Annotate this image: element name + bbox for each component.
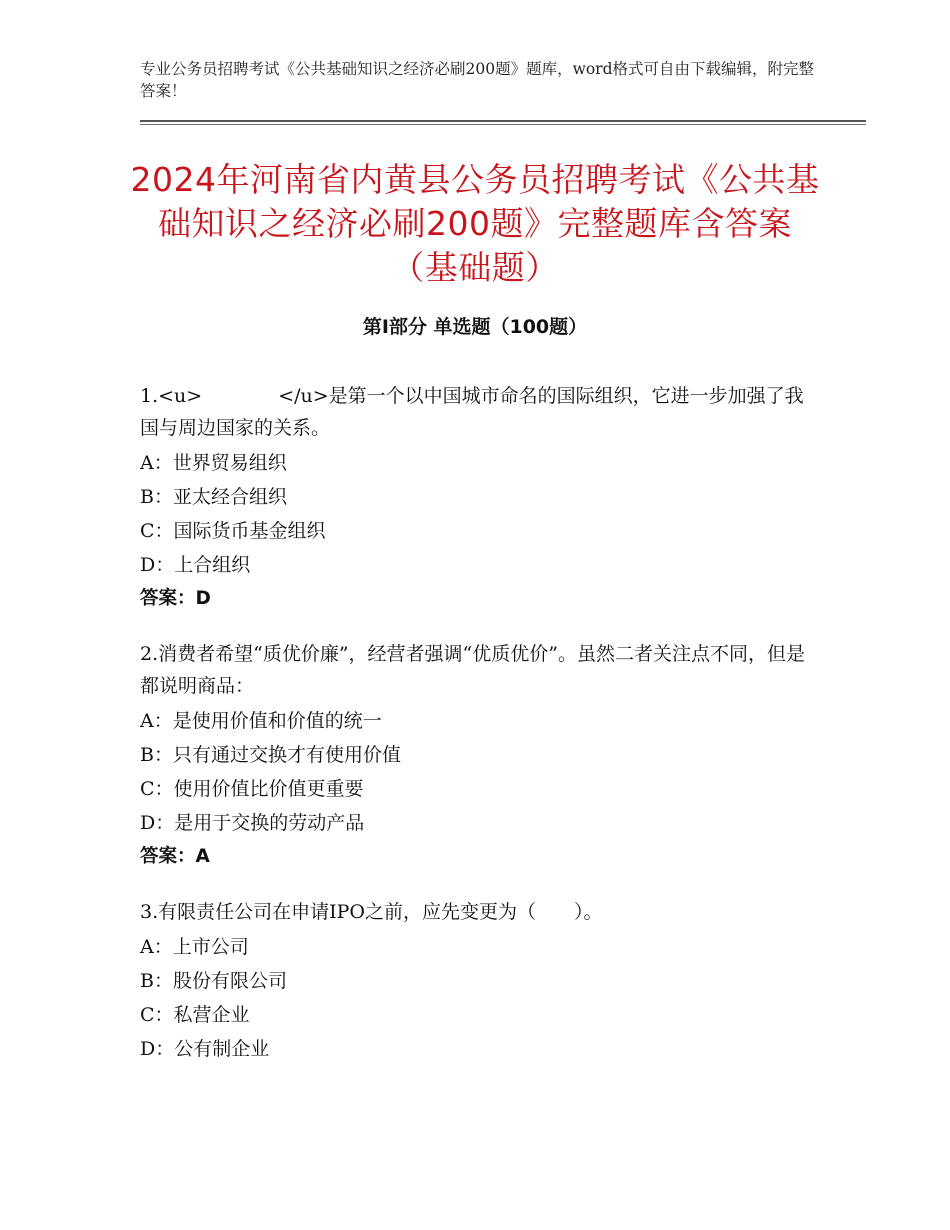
question-stem: 3.有限责任公司在申请IPO之前，应先变更为（ ）。 (140, 901, 603, 923)
answer: 答案：A (140, 846, 210, 867)
option-b: B：只有通过交换才有使用价值 (140, 744, 401, 766)
question-stem: 2.消费者希望“质优价廉”，经营者强调“优质优价”。虽然二者关注点不同，但是都说明商品： (140, 643, 805, 697)
question-list (140, 380, 810, 1086)
option-d: D：公有制企业 (140, 1038, 270, 1060)
question-1 (140, 380, 810, 616)
option-c: C：国际货币基金组织 (140, 520, 326, 542)
option-a: A：世界贸易组织 (140, 452, 287, 474)
option-b: B：股份有限公司 (140, 970, 287, 992)
option-c: C：私营企业 (140, 1004, 250, 1026)
question-2 (140, 638, 810, 874)
section-title: 第Ⅰ部分 单选题（100题） (362, 316, 588, 338)
option-d: D：是用于交换的劳动产品 (140, 812, 365, 834)
header-divider-thin (140, 124, 866, 125)
option-a: A：上市公司 (140, 936, 249, 958)
header-divider-thick (140, 120, 866, 122)
option-c: C：使用价值比价值更重要 (140, 778, 364, 800)
question-stem: 1.<u> </u>是第一个以中国城市命名的国际组织，它进一步加强了我国与周边国家的关系。 (140, 385, 804, 439)
header-note: 专业公务员招聘考试《公共基础知识之经济必刷200题》题库，word格式可自由下载编辑，附完整答案！ (140, 60, 815, 100)
option-a: A：是使用价值和价值的统一 (140, 710, 382, 732)
option-b: B：亚太经合组织 (140, 486, 287, 508)
option-d: D：上合组织 (140, 554, 251, 576)
answer: 答案：D (140, 588, 211, 609)
question-3 (140, 896, 810, 1066)
document-title: 2024年河南省内黄县公务员招聘考试《公共基础知识之经济必刷200题》完整题库含答案（基础题） (130, 160, 820, 287)
